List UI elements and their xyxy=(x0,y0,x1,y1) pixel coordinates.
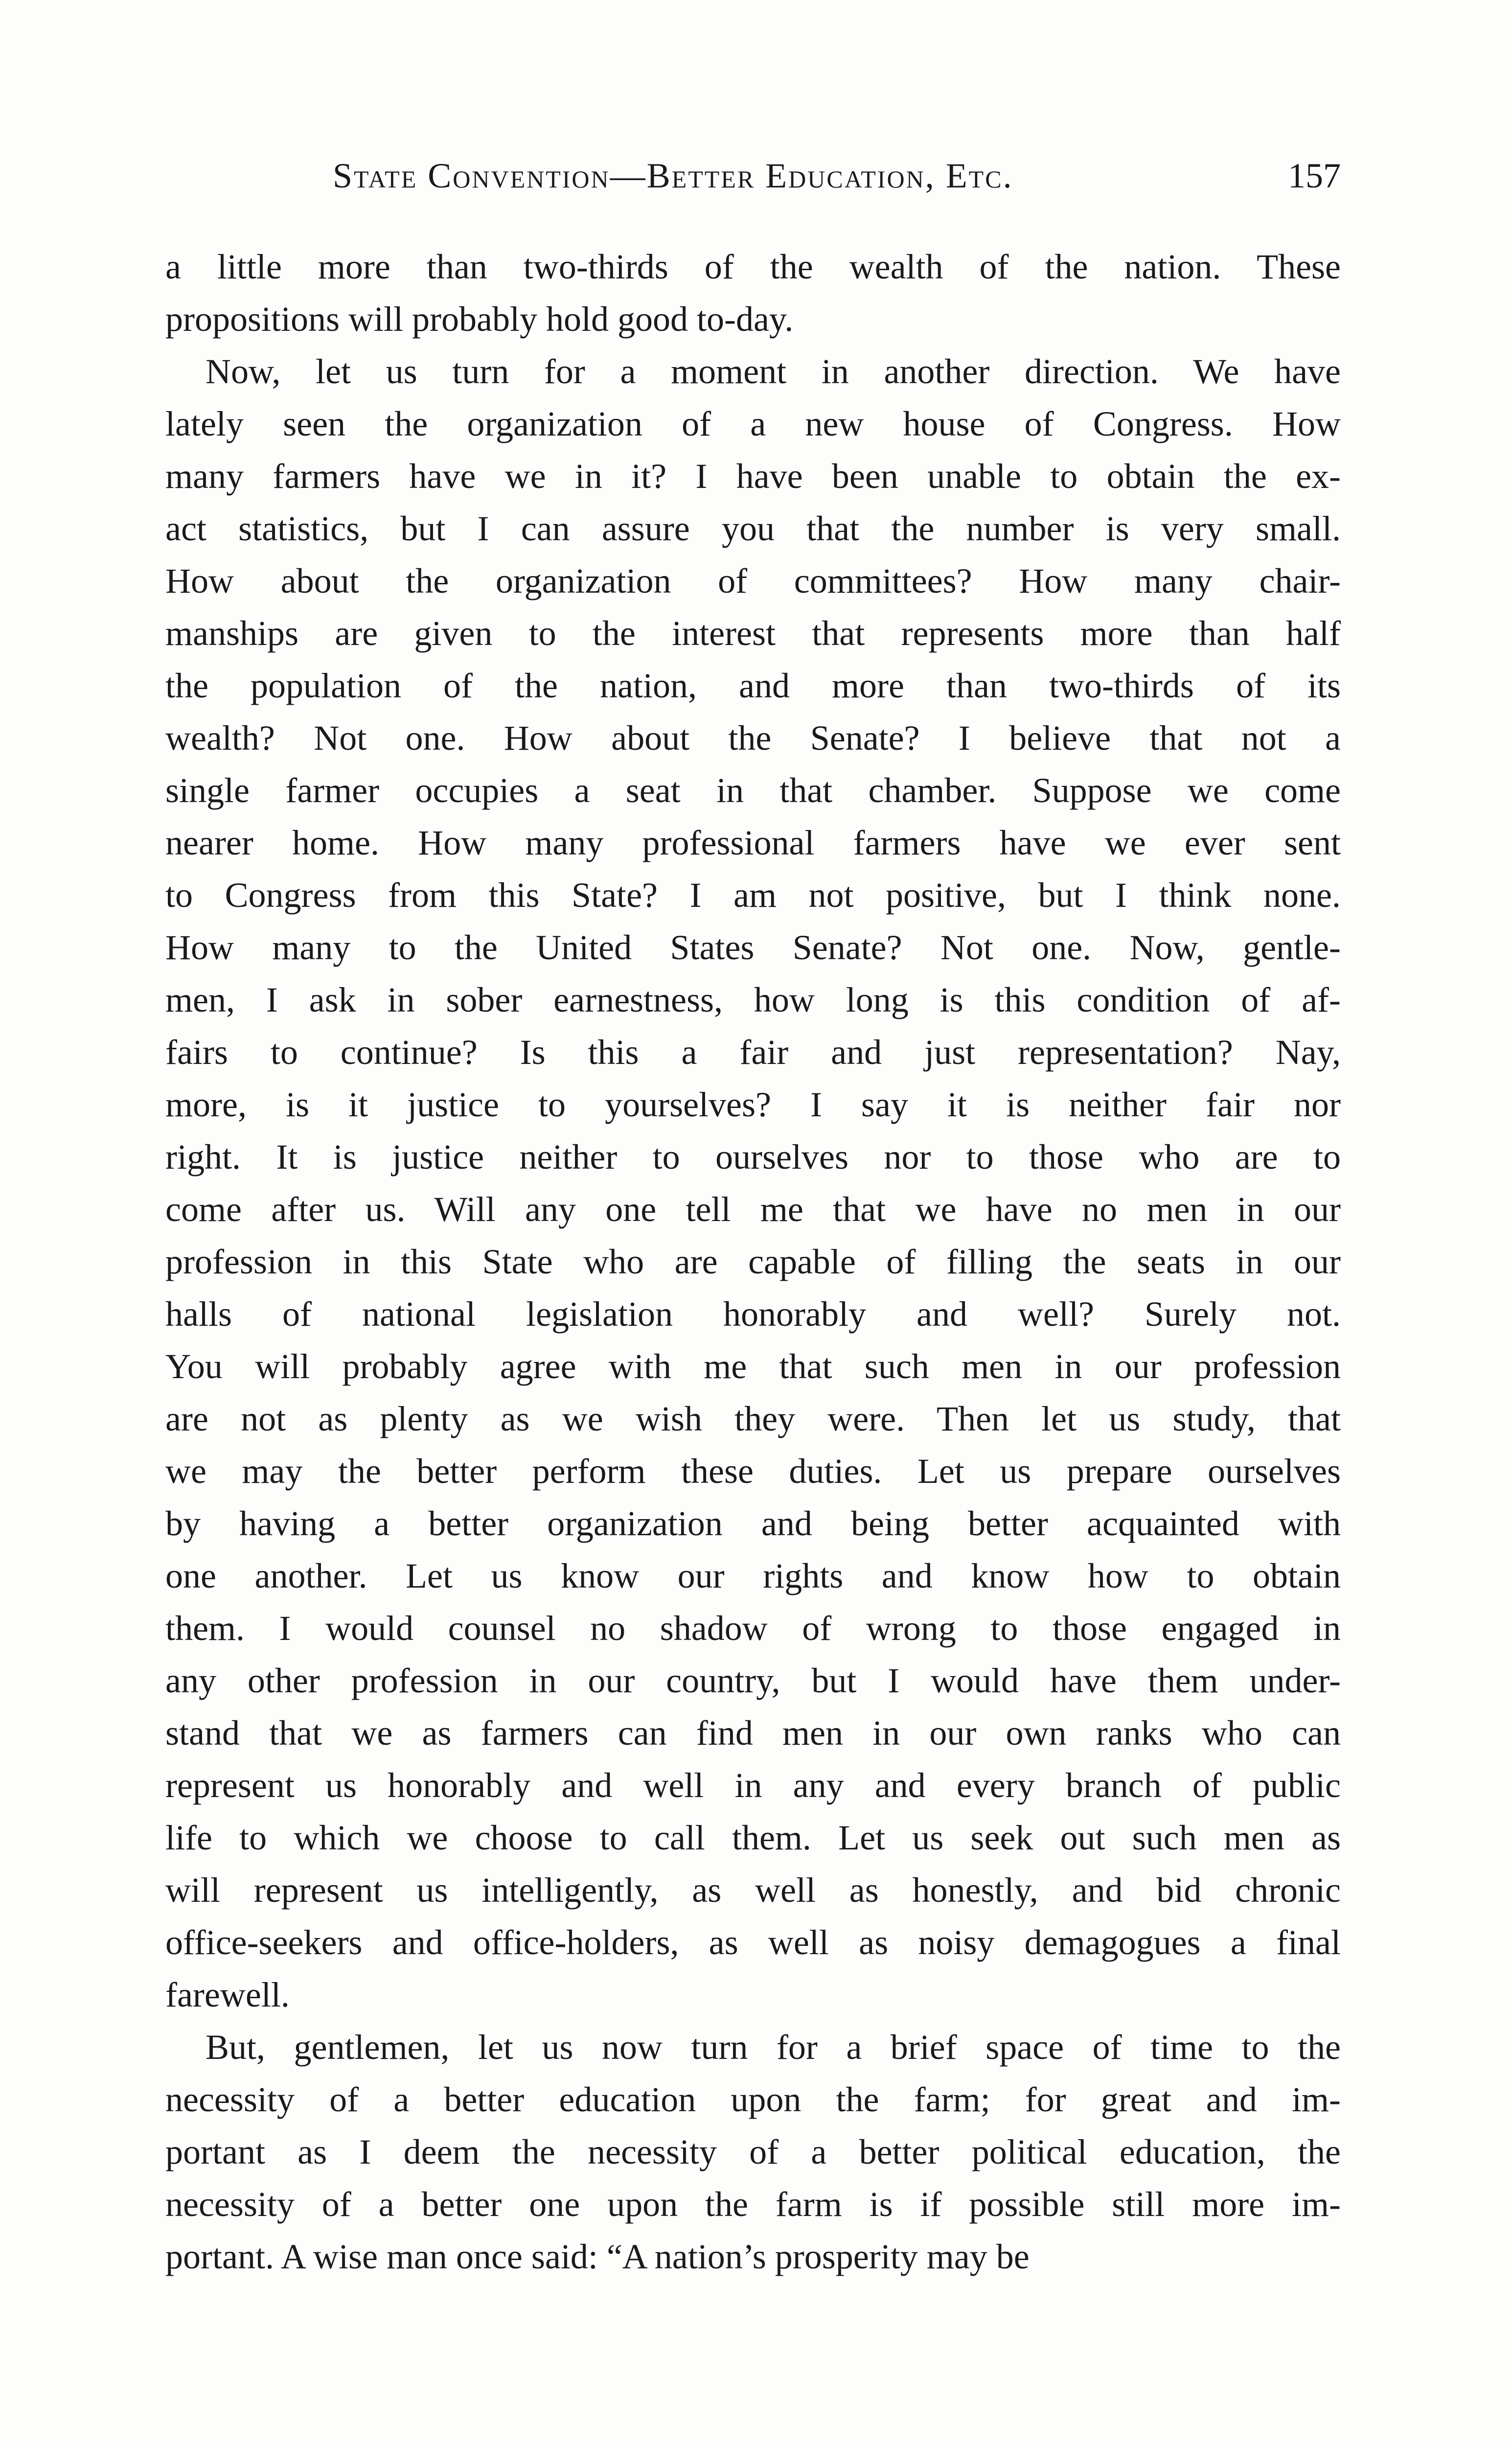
text-line: profession in this State who are capable of filling the seats in our xyxy=(165,1242,1341,1281)
text-line: How about the organization of committees? How many chair- xyxy=(165,561,1341,600)
text-line: represent us honorably and well in any and every branch of public xyxy=(165,1766,1341,1805)
text-line: them. I would counsel no shadow of wrong to those engaged in xyxy=(165,1609,1341,1648)
text-line: nearer home. How many professional farmers have we ever sent xyxy=(165,823,1341,862)
text-line: wealth? Not one. How about the Senate? I believe that not a xyxy=(165,718,1341,758)
text-line: halls of national legislation honorably and well? Surely not. xyxy=(165,1294,1341,1334)
text-line: act statistics, but I can assure you that the number is very small. xyxy=(165,509,1341,548)
text-line: manships are given to the interest that represents more than half xyxy=(165,614,1341,653)
text-line: necessity of a better one upon the farm is if possible still more im- xyxy=(165,2185,1341,2224)
body-text xyxy=(165,241,1341,2283)
text-line: necessity of a better education upon the farm; for great and im- xyxy=(165,2080,1341,2119)
text-line: office-seekers and office-holders, as well as noisy demagogues a final xyxy=(165,1923,1341,1962)
paragraph xyxy=(165,346,1341,2021)
running-title: State Convention—Better Education, Etc. xyxy=(333,156,1013,195)
text-line: You will probably agree with me that such men in our profession xyxy=(165,1347,1341,1386)
text-line: Now, let us turn for a moment in another direction. We have xyxy=(206,352,1341,391)
text-line: How many to the United States Senate? Not one. Now, gentle- xyxy=(165,928,1341,967)
text-line: the population of the nation, and more than two-thirds of its xyxy=(165,666,1341,705)
text-line: one another. Let us know our rights and know how to obtain xyxy=(165,1556,1341,1595)
text-line: any other profession in our country, but I would have them under- xyxy=(165,1661,1341,1700)
text-line: right. It is justice neither to ourselves nor to those who are to xyxy=(165,1137,1341,1177)
text-line: a little more than two-thirds of the wealth of the nation. These xyxy=(165,247,1341,286)
text-line: are not as plenty as we wish they were. Then let us study, that xyxy=(165,1399,1341,1438)
text-line: will represent us intelligently, as well as honestly, and bid chronic xyxy=(165,1870,1341,1910)
paragraph xyxy=(165,2021,1341,2283)
text-line: lately seen the organization of a new house of Congress. How xyxy=(165,404,1341,443)
text-line: by having a better organization and being better acquainted with xyxy=(165,1504,1341,1543)
text-line: life to which we choose to call them. Let us seek out such men as xyxy=(165,1818,1341,1857)
running-head xyxy=(166,156,1341,209)
paragraph xyxy=(165,241,1341,346)
text-line: But, gentlemen, let us now turn for a brief space of time to the xyxy=(206,2028,1341,2067)
text-line: we may the better perform these duties. Let us prepare ourselves xyxy=(165,1452,1341,1491)
text-line: many farmers have we in it? I have been unable to obtain the ex- xyxy=(165,457,1341,496)
text-line: portant. A wise man once said: “A nation’s prosperity may be xyxy=(165,2237,1030,2276)
page-number: 157 xyxy=(1288,156,1341,195)
text-line: men, I ask in sober earnestness, how long is this condition of af- xyxy=(165,980,1341,1019)
text-line: to Congress from this State? I am not positive, but I think none. xyxy=(165,876,1341,915)
text-line: propositions will probably hold good to-day. xyxy=(165,300,794,339)
text-line: come after us. Will any one tell me that we have no men in our xyxy=(165,1190,1341,1229)
text-line: portant as I deem the necessity of a better political education, the xyxy=(165,2132,1341,2171)
text-line: single farmer occupies a seat in that chamber. Suppose we come xyxy=(165,771,1341,810)
text-line: stand that we as farmers can find men in our own ranks who can xyxy=(165,1713,1341,1753)
text-line: more, is it justice to yourselves? I say it is neither fair nor xyxy=(165,1085,1341,1124)
text-line: farewell. xyxy=(165,1975,290,2014)
text-line: fairs to continue? Is this a fair and just representation? Nay, xyxy=(165,1033,1341,1072)
